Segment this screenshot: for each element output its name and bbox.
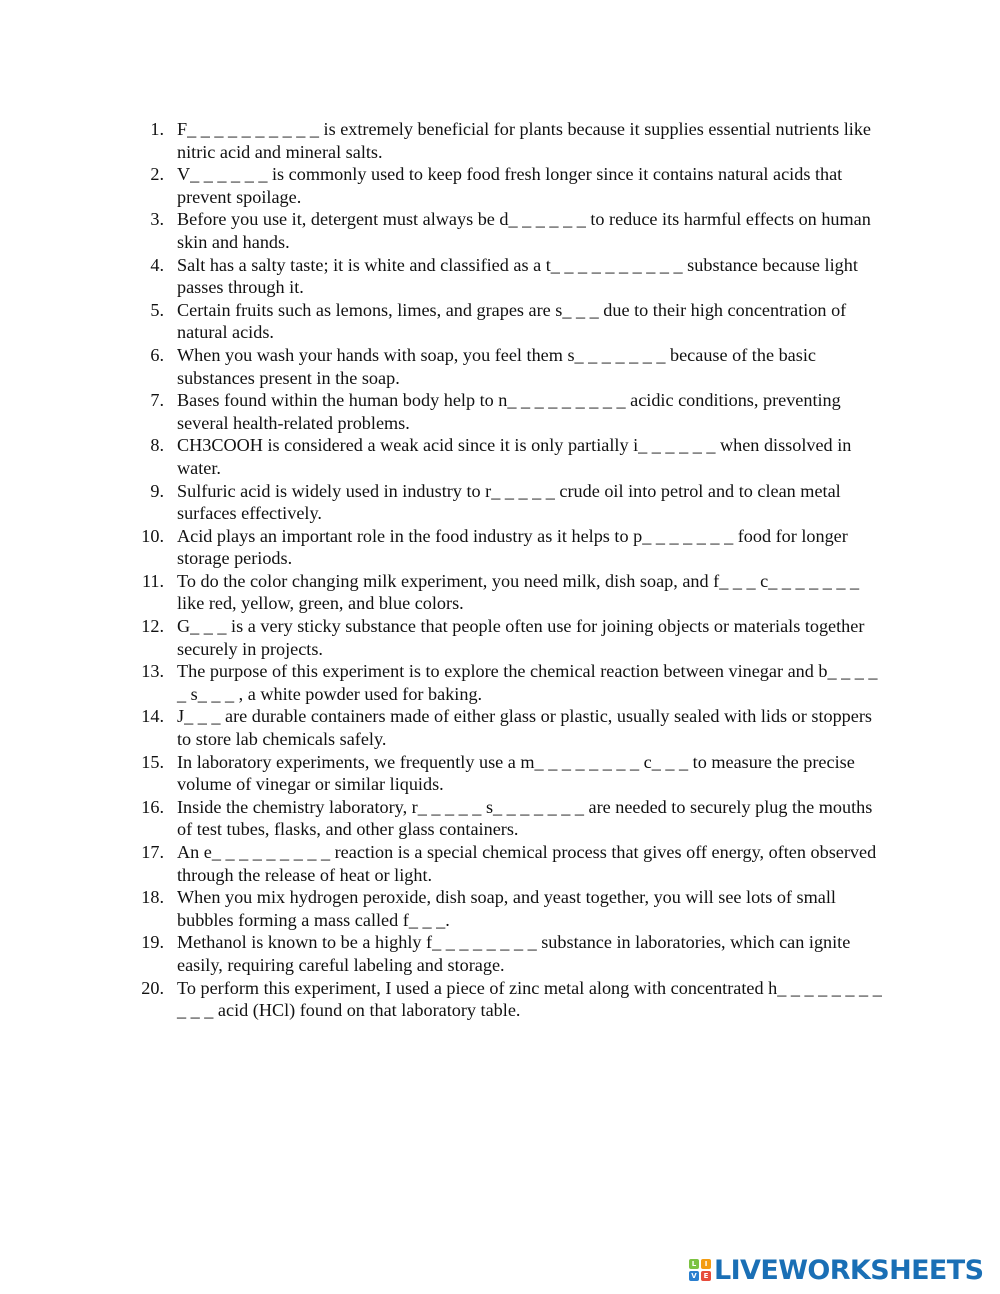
question-text: V_ _ _ _ _ _ is commonly used to keep food fresh longer since it contains natural acids that prevent spoilage. — [177, 164, 843, 207]
question-number: 16. — [141, 796, 164, 817]
question-text: Sulfuric acid is widely used in industry to r_ _ _ _ _ crude oil into petrol and to clean metal surfaces effectively. — [177, 480, 841, 524]
question-number: 10. — [141, 525, 164, 546]
question-text: In laboratory experiments, we frequently use a m_ _ _ _ _ _ _ _ c_ _ _ to measure the precise volume of vinegar or similar liquids. — [177, 751, 855, 795]
question-item — [0, 480, 889, 525]
question-list — [0, 118, 1000, 1022]
question-number: 19. — [141, 932, 164, 953]
question-item — [0, 931, 889, 976]
question-text: G_ _ _ is a very sticky substance that people often use for joining objects or materials together securely in projects. — [177, 616, 865, 659]
question-text: An e_ _ _ _ _ _ _ _ _ reaction is a special chemical process that gives off energy, often observed through the release of heat or light. — [177, 842, 877, 885]
question-item — [0, 208, 889, 253]
question-text: Inside the chemistry laboratory, r_ _ _ _ _ s_ _ _ _ _ _ _ are needed to securely plug the mouths of test tubes, flasks, and other glass containers. — [177, 796, 873, 840]
question-number: 2. — [150, 164, 164, 185]
question-number: 5. — [150, 299, 164, 320]
question-item — [0, 615, 889, 660]
question-number: 9. — [150, 480, 164, 501]
question-number: 14. — [141, 706, 164, 727]
question-number: 12. — [141, 616, 164, 637]
question-number: 18. — [141, 887, 164, 908]
worksheet-page — [0, 118, 1000, 1022]
question-item — [0, 751, 889, 796]
question-item — [0, 434, 889, 479]
question-item — [0, 796, 889, 841]
logo-tile-e: E — [701, 1271, 711, 1281]
question-number: 3. — [150, 209, 164, 230]
question-item — [0, 163, 889, 208]
question-text: When you mix hydrogen peroxide, dish soap, and yeast together, you will see lots of small bubbles forming a mass called f_ _ _. — [177, 887, 836, 930]
question-item — [0, 344, 889, 389]
liveworksheets-wordmark: LIVEWORKSHEETS — [714, 1254, 984, 1286]
question-item — [0, 841, 889, 886]
question-text: Bases found within the human body help to n_ _ _ _ _ _ _ _ _ acidic conditions, preventing several health-related problems. — [177, 390, 841, 433]
question-item — [0, 660, 889, 705]
question-number: 6. — [150, 344, 164, 365]
question-number: 7. — [150, 390, 164, 411]
question-text: When you wash your hands with soap, you feel them s_ _ _ _ _ _ _ because of the basic substances present in the soap. — [177, 344, 816, 388]
question-text: CH3COOH is considered a weak acid since it is only partially i_ _ _ _ _ _ when dissolved in water. — [177, 435, 852, 478]
question-text: To perform this experiment, I used a piece of zinc metal along with concentrated h_ _ _ _ _ _ _ _ _ _ _ acid (HCl) found on that laboratory table. — [177, 977, 882, 1021]
question-number: 1. — [150, 119, 164, 139]
question-text: Acid plays an important role in the food industry as it helps to p_ _ _ _ _ _ _ food for longer storage periods. — [177, 525, 848, 569]
question-number: 20. — [141, 977, 164, 998]
question-text: Methanol is known to be a highly f_ _ _ _ _ _ _ _ substance in laboratories, which can ignite easily, requiring careful labeling and storage. — [177, 932, 851, 975]
question-item — [0, 886, 889, 931]
question-text: J_ _ _ are durable containers made of either glass or plastic, usually sealed with lids or stoppers to store lab chemicals safely. — [177, 706, 872, 750]
question-item — [0, 705, 889, 750]
question-item — [0, 525, 889, 570]
question-text: Before you use it, detergent must always be d_ _ _ _ _ _ to reduce its harmful effects on human skin and hands. — [177, 209, 871, 252]
question-number: 13. — [141, 661, 164, 682]
question-number: 17. — [141, 842, 164, 862]
question-text: The purpose of this experiment is to explore the chemical reaction between vinegar and b_ _ _ _ _ s_ _ _ , a white powder used for baking. — [177, 661, 878, 704]
logo-tile-i: I — [701, 1259, 711, 1269]
liveworksheets-logo-icon — [689, 1259, 711, 1281]
question-text: Certain fruits such as lemons, limes, and grapes are s_ _ _ due to their high concentration of natural acids. — [177, 299, 847, 343]
logo-tile-v: V — [689, 1271, 699, 1281]
question-item — [0, 299, 889, 344]
question-number: 15. — [141, 751, 164, 772]
question-number: 4. — [150, 254, 164, 275]
question-item — [0, 977, 889, 1022]
question-item — [0, 254, 889, 299]
logo-tile-l: L — [689, 1259, 699, 1269]
question-number: 11. — [141, 570, 164, 591]
question-text: Salt has a salty taste; it is white and classified as a t_ _ _ _ _ _ _ _ _ _ substance because light passes through it. — [177, 254, 858, 298]
question-item — [0, 389, 889, 434]
question-number: 8. — [150, 435, 164, 456]
question-item — [0, 570, 889, 615]
question-text: To do the color changing milk experiment, you need milk, dish soap, and f_ _ _ c_ _ _ _ _ _ _ like red, yellow, green, and blue colors. — [177, 570, 860, 614]
question-text: F_ _ _ _ _ _ _ _ _ _ is extremely beneficial for plants because it supplies essential nutrients like nitric acid and mineral salts. — [177, 119, 872, 162]
question-item — [0, 118, 889, 163]
liveworksheets-logo — [689, 1252, 983, 1288]
